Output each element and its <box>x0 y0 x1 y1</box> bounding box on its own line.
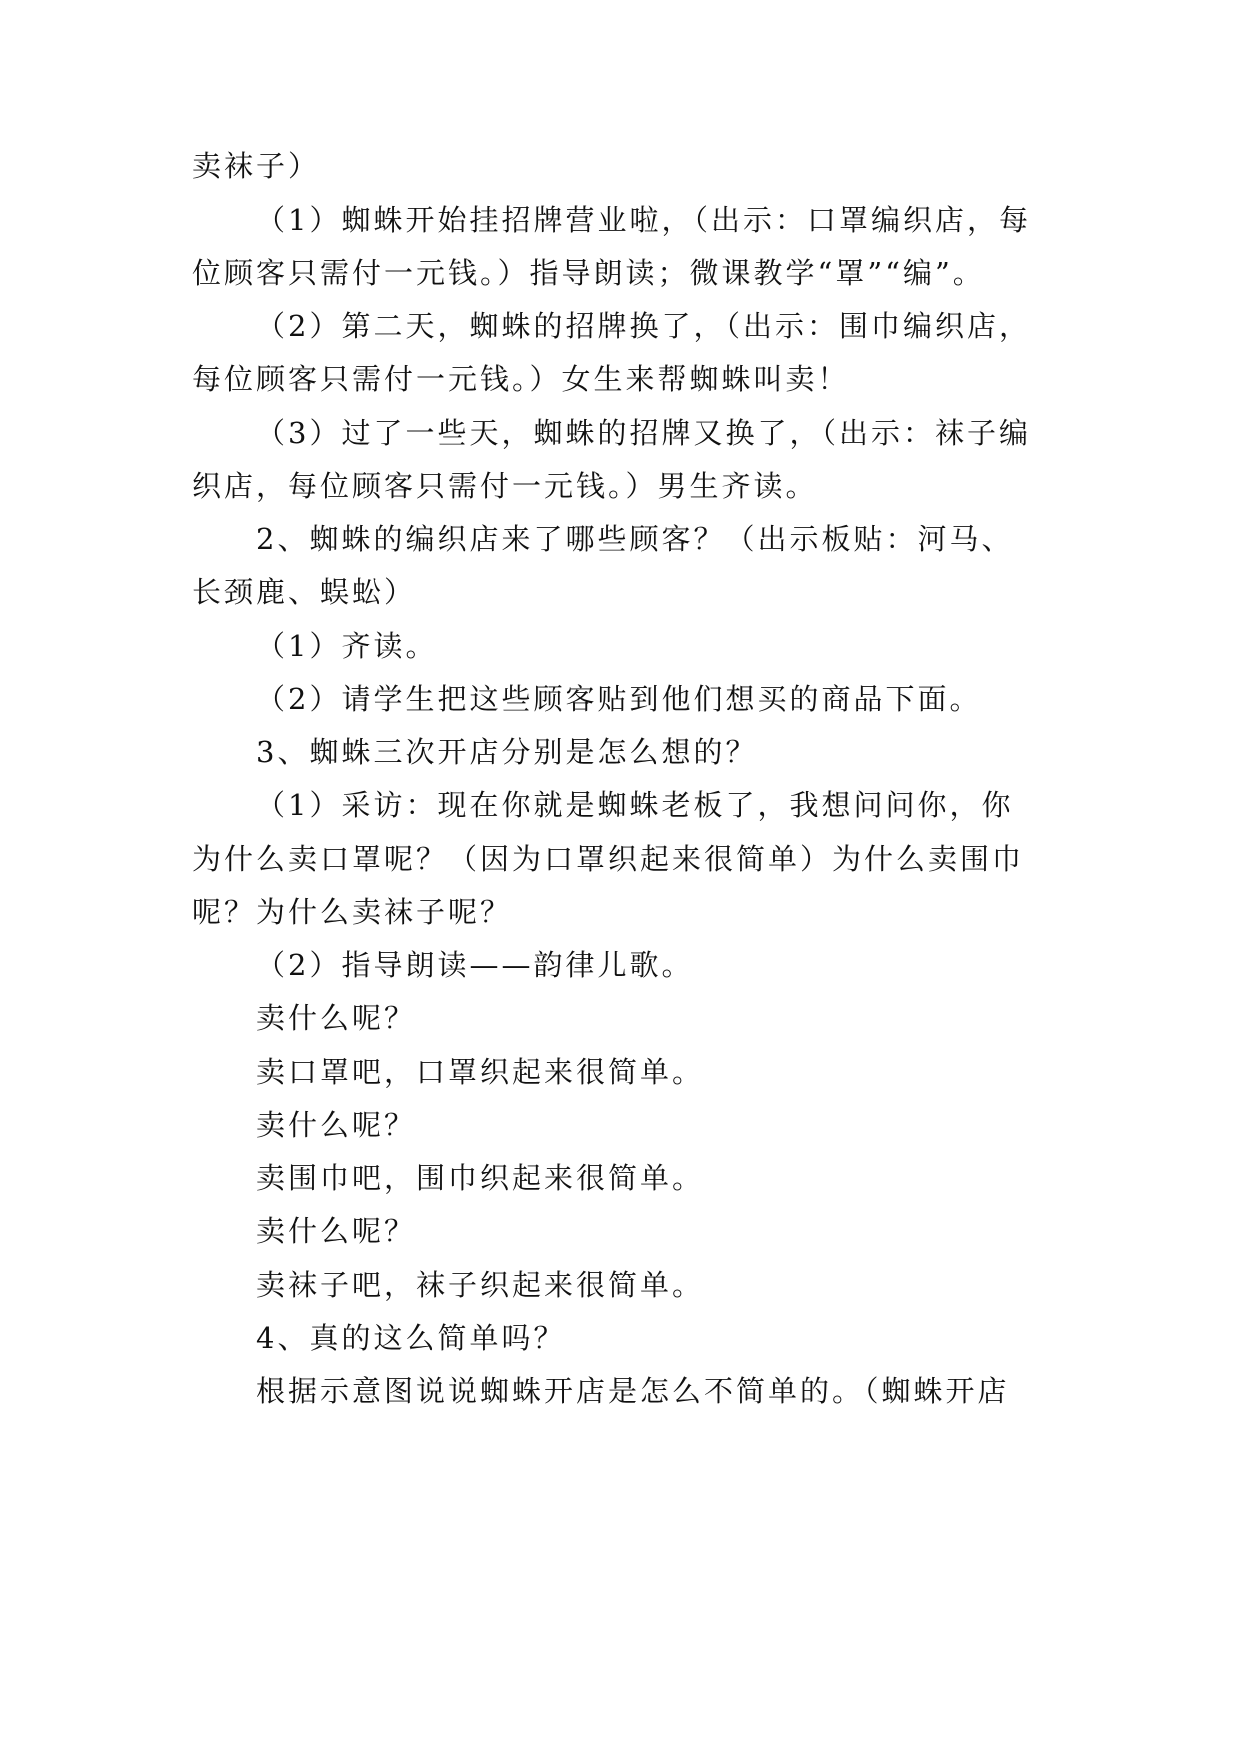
text-line: 卖围巾吧，围巾织起来很简单。 <box>256 1161 705 1195</box>
text-line: 卖什么呢？ <box>256 1001 417 1035</box>
text-line: 每位顾客只需付一元钱。）女生来帮蜘蛛叫卖！ <box>192 362 850 396</box>
text-line: 卖什么呢？ <box>256 1108 417 1142</box>
text-line: 位顾客只需付一元钱。）指导朗读；微课教学“罩”“编”。 <box>192 256 985 290</box>
text-line: 长颈鹿、蜈蚣） <box>192 575 417 609</box>
text-line: （1）蜘蛛开始挂招牌营业啦，（出示：口罩编织店，每 <box>256 203 1031 237</box>
text-line: 卖袜子吧，袜子织起来很简单。 <box>256 1268 705 1302</box>
text-line: 根据示意图说说蜘蛛开店是怎么不简单的。（蜘蛛开店 <box>256 1374 1010 1408</box>
text-line: 呢？为什么卖袜子呢？ <box>192 895 513 929</box>
text-line: （2）请学生把这些顾客贴到他们想买的商品下面。 <box>256 682 982 716</box>
text-line: （2）第二天，蜘蛛的招牌换了，（出示：围巾编织店， <box>256 309 1031 343</box>
text-line: 卖口罩吧，口罩织起来很简单。 <box>256 1055 705 1089</box>
text-line: 3、蜘蛛三次开店分别是怎么想的？ <box>256 735 758 769</box>
text-line: 卖袜子） <box>192 149 321 183</box>
text-line: （3）过了一些天，蜘蛛的招牌又换了，（出示：袜子编 <box>256 416 1031 450</box>
text-line: （2）指导朗读——韵律儿歌。 <box>256 948 694 982</box>
text-line: （1）齐读。 <box>256 629 438 663</box>
text-line: 为什么卖口罩呢？（因为口罩织起来很简单）为什么卖围巾 <box>192 842 1025 876</box>
text-line: 4、真的这么简单吗？ <box>256 1321 566 1355</box>
text-line: 卖什么呢？ <box>256 1214 417 1248</box>
text-line: 2、蜘蛛的编织店来了哪些顾客？（出示板贴：河马、 <box>256 522 1014 556</box>
text-line: 织店，每位顾客只需付一元钱。）男生齐读。 <box>192 469 818 503</box>
text-line: （1）采访：现在你就是蜘蛛老板了，我想问问你，你 <box>256 788 1014 822</box>
